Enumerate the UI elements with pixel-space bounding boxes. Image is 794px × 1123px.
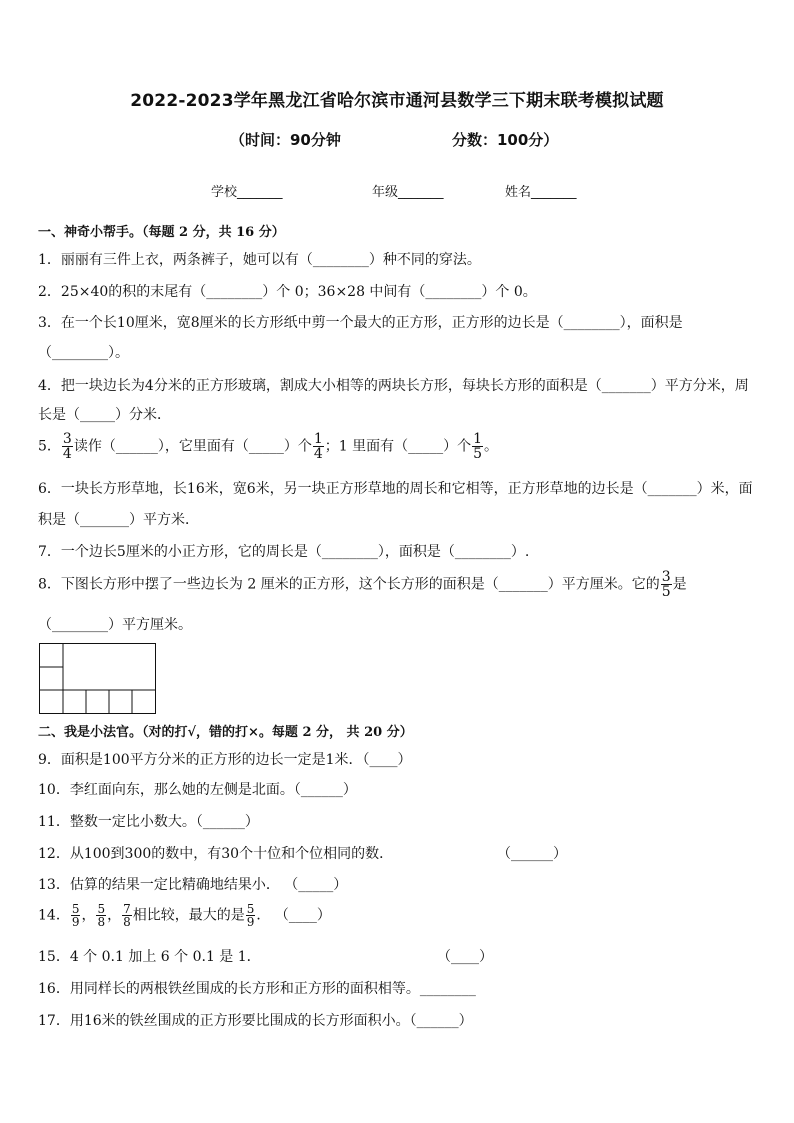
fraction-3-5: $\frac{3}{5}$ xyxy=(661,569,671,600)
question-6-line-1: 6．一块长方形草地，长16米，宽6米，另一块正方形草地的周长和它相等，正方形草地的边长是（_______）米，面 xyxy=(38,481,753,497)
fraction-5-8: $\frac{5}{8}$ xyxy=(97,902,106,929)
question-15-answer: （____） xyxy=(437,949,493,965)
name-field: 姓名_______ xyxy=(505,185,577,200)
question-5-text-2: ；1 里面有（_____）个 xyxy=(324,438,472,455)
question-14-prefix: 14． xyxy=(38,907,70,924)
question-7: 7．一个边长5厘米的小正方形，它的周长是（________），面积是（________）. xyxy=(38,544,530,560)
question-14 xyxy=(38,903,331,928)
question-6-line-2: 积是（_______）平方米． xyxy=(38,512,199,528)
separator: ， xyxy=(107,907,122,924)
question-5 xyxy=(38,432,498,461)
fraction-5-9: $\frac{5}{9}$ xyxy=(71,902,80,929)
question-5-text-1: 读作（______），它里面有（_____）个 xyxy=(73,438,312,455)
question-13: 13．估算的结果一定比精确地结果小． （_____） xyxy=(38,877,348,893)
exam-time: （时间：90分钟 xyxy=(230,131,341,149)
question-2: 2．25×40的积的末尾有（________）个 0；36×28 中间有（________）个 0。 xyxy=(38,284,537,300)
question-17: 17．用16米的铁丝围成的正方形要比围成的长方形面积小。（______） xyxy=(38,1013,473,1029)
fraction-3-4: $\frac{3}{4}$ xyxy=(62,431,72,462)
question-14-end: ． （____） xyxy=(256,907,331,924)
section-heading-2: 二、我是小法官。（对的打√，错的打×。每题 2 分， 共 20 分） xyxy=(38,725,413,740)
page-title: 2022-2023学年黑龙江省哈尔滨市通河县数学三下期末联考模拟试题 xyxy=(130,91,664,111)
question-11: 11．整数一定比小数大。（______） xyxy=(38,814,259,830)
question-8-text-2: 是 xyxy=(672,576,687,593)
fraction-7-8: $\frac{7}{8}$ xyxy=(123,902,131,929)
question-4-line-1: 4．把一块边长为4分米的正方形玻璃，割成大小相等的两块长方形，每块长方形的面积是（_______）平方分米，周 xyxy=(38,378,749,394)
fraction-1-4: $\frac{1}{4}$ xyxy=(313,431,323,462)
question-8-line-2: （________）平方厘米。 xyxy=(38,617,192,633)
exam-score: 分数：100分） xyxy=(452,131,559,149)
question-10: 10．李红面向东，那么她的左侧是北面。（______） xyxy=(38,782,357,798)
question-15: 15．4 个 0.1 加上 6 个 0.1 是 1． xyxy=(38,949,261,965)
section-heading-1: 一、神奇小帮手。（每题 2 分，共 16 分） xyxy=(38,225,285,240)
question-1: 1．丽丽有三件上衣，两条裤子，她可以有（________）种不同的穿法。 xyxy=(38,252,481,268)
question-12: 12．从100到300的数中，有30个十位和个位相同的数． xyxy=(38,846,394,862)
question-8-text-1: 8．下图长方形中摆了一些边长为 2 厘米的正方形，这个长方形的面积是（_______）平方厘米。它的 xyxy=(38,576,660,593)
question-4-line-2: 长是（_____）分米． xyxy=(38,407,171,423)
question-3-line-1: 3．在一个长10厘米，宽8厘米的长方形纸中剪一个最大的正方形，正方形的边长是（________），面积是 xyxy=(38,315,683,331)
separator: ， xyxy=(81,907,96,924)
question-16: 16．用同样长的两根铁丝围成的长方形和正方形的面积相等。________ xyxy=(38,981,476,997)
question-3-line-2: （________）。 xyxy=(38,345,129,361)
question-14-text: 相比较，最大的是 xyxy=(132,907,245,924)
question-8-line-1 xyxy=(38,570,687,599)
school-field: 学校_______ xyxy=(211,185,283,200)
question-9: 9．面积是100平方分米的正方形的边长一定是1米．（____） xyxy=(38,752,412,768)
rectangle-squares-figure xyxy=(39,643,157,715)
fraction-1-5: $\frac{1}{5}$ xyxy=(473,431,483,462)
question-12-answer: （______） xyxy=(497,846,567,862)
fraction-5-9-answer: $\frac{5}{9}$ xyxy=(246,902,255,929)
question-5-prefix: 5． xyxy=(38,438,61,455)
outer-rectangle xyxy=(40,644,156,714)
grade-field: 年级_______ xyxy=(372,185,444,200)
question-5-text-3: 。 xyxy=(484,438,499,455)
